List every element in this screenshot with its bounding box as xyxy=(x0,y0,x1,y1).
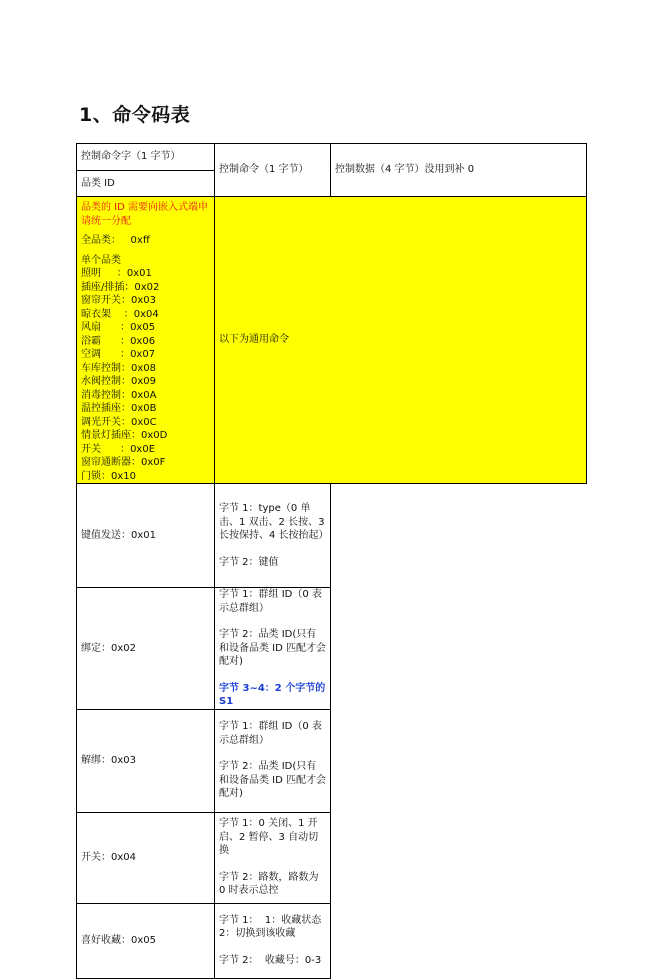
page-title: 1、命令码表 xyxy=(79,104,191,126)
data-line: 字节 1：群组 ID（0 表示总群组） xyxy=(219,589,322,614)
category-item: 插座/排插：0x02 xyxy=(81,281,160,293)
header-command-byte: 控制命令字（1 字节） xyxy=(77,144,215,171)
all-category: 全品类： 0xff xyxy=(81,235,150,246)
data-highlight: 字节 3~4：2 个字节的 S1 xyxy=(219,682,326,707)
command-data xyxy=(215,903,331,978)
table-row xyxy=(77,812,587,903)
category-item: 消毒控制：0x0A xyxy=(81,389,157,401)
data-line: 字节 2：路数，路数为 0 时表示总控 xyxy=(219,871,322,897)
category-item: 风扇 ：0x05 xyxy=(81,322,156,333)
command-name: 键值发送：0x01 xyxy=(77,484,215,588)
header-category-id: 品类 ID xyxy=(77,171,215,197)
category-item: 窗帘通断器：0x0F xyxy=(81,457,166,468)
data-line: 字节 2：品类 ID(只有和设备品类 ID 匹配才会配对) xyxy=(219,761,327,800)
category-item: 晾衣架 ：0x04 xyxy=(81,308,159,320)
data-line: 字节 1：0 关闭、1 开启、2 暂停、3 自动切换 xyxy=(219,818,319,857)
command-data xyxy=(215,484,331,588)
command-name: 喜好收藏：0x05 xyxy=(77,903,215,978)
header-control-command: 控制命令（1 字节） xyxy=(215,144,331,197)
table-row xyxy=(77,903,587,978)
single-category-title: 单个品类 xyxy=(81,254,121,266)
category-item: 窗帘开关：0x03 xyxy=(81,295,157,306)
category-item: 温控插座：0x0B xyxy=(81,403,157,414)
table-row xyxy=(77,709,587,812)
category-item: 车库控制：0x08 xyxy=(81,362,157,374)
general-commands-label: 以下为通用命令 xyxy=(215,197,587,484)
data-line: 字节 2： 收藏号：0-3 xyxy=(219,954,322,966)
data-line: 字节 1：type（0 单击、1 双击、2 长按、3 长按保持、4 长按抬起） xyxy=(219,503,329,541)
category-item: 情景灯插座：0x0D xyxy=(81,430,168,441)
category-item: 调光开关：0x0C xyxy=(81,416,157,428)
category-item: 水阀控制：0x09 xyxy=(81,376,157,387)
header-control-data: 控制数据（4 字节）没用到补 0 xyxy=(331,144,587,197)
command-name: 绑定：0x02 xyxy=(77,588,215,710)
category-item: 照明 ：0x01 xyxy=(81,268,152,279)
command-code-table xyxy=(76,143,587,979)
command-data xyxy=(215,812,331,903)
category-list xyxy=(81,267,210,483)
category-id-cell xyxy=(77,197,215,484)
command-name: 解绑：0x03 xyxy=(77,709,215,812)
table-row xyxy=(77,484,587,588)
command-data xyxy=(215,709,331,812)
category-item: 门锁：0x10 xyxy=(81,470,137,482)
table-row xyxy=(77,588,587,710)
category-item: 空调 ：0x07 xyxy=(81,349,156,360)
category-note: 品类的 ID 需要向嵌入式端申请统一分配 xyxy=(81,202,209,227)
data-line: 字节 1： 1：收藏状态 2：切换到该收藏 xyxy=(219,914,328,940)
data-line: 字节 2：品类 ID(只有和设备品类 ID 匹配才会配对) xyxy=(219,629,327,667)
command-data xyxy=(215,588,331,710)
category-item: 浴霸 ：0x06 xyxy=(81,335,156,347)
category-item: 开关 ：0x0E xyxy=(81,443,156,455)
data-line: 字节 1：群组 ID（0 表示总群组） xyxy=(219,721,322,746)
command-name: 开关：0x04 xyxy=(77,812,215,903)
data-line: 字节 2：键值 xyxy=(219,556,279,568)
